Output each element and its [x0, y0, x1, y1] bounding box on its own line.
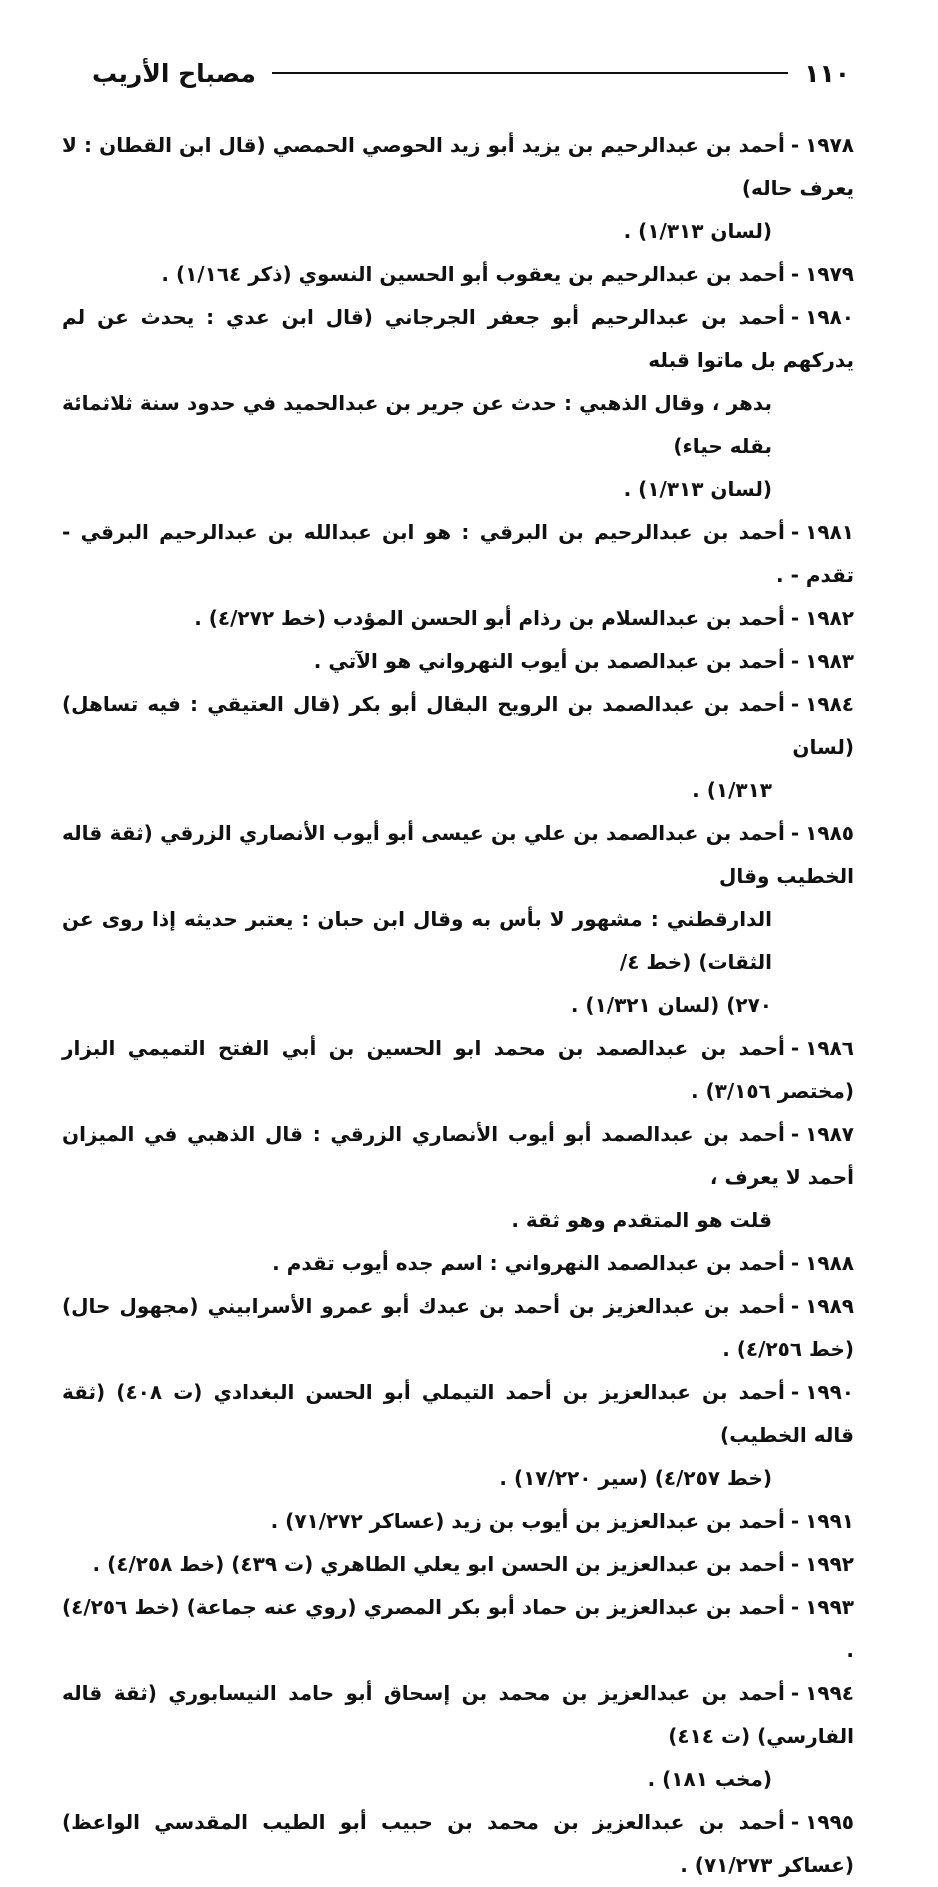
list-item	[62, 1027, 854, 1113]
entry-text: أحمد بن عبدالعزيز بن أيوب بن زيد (عساكر ٧١/٢٧٢) .	[270, 1509, 785, 1533]
entry-number: ١٩٨٢	[805, 606, 854, 630]
entry-continuation: قلت هو المتقدم وهو ثقة .	[511, 1208, 772, 1232]
page-number: ١١٠	[804, 58, 850, 88]
entry-number: ١٩٨٥	[805, 821, 854, 845]
list-item	[62, 296, 854, 511]
entry-number: ١٩٨٩	[805, 1294, 854, 1318]
entry-dash: -	[790, 1810, 800, 1834]
entry-number: ١٩٨٣	[805, 649, 854, 673]
list-item	[62, 1586, 854, 1672]
list-item	[62, 812, 854, 1027]
list-item	[62, 1285, 854, 1371]
entry-continuation: ٢٧٠) (لسان ١/٣٢١) .	[570, 993, 772, 1017]
entry-text: أحمد بن عبدالعزيز بن محمد بن إسحاق أبو حامد النيسابوري (ثقة قاله الفارسي) (ت ٤١٤)	[62, 1681, 854, 1748]
list-item	[62, 640, 854, 683]
entry-dash: -	[790, 1681, 800, 1705]
entry-dash: -	[790, 1509, 800, 1533]
entry-number: ١٩٩٠	[805, 1380, 855, 1404]
entry-text: أحمد بن عبدالعزيز بن الحسن ابو يعلي الطاهري (ت ٤٣٩) (خط ٤/٢٥٨) .	[92, 1552, 785, 1576]
entry-dash: -	[790, 305, 800, 329]
entry-dash: -	[790, 1380, 800, 1404]
entry-text: أحمد بن عبدالعزيز بن محمد بن حبيب أبو الطيب المقدسي الواعظ) (عساكر ٧١/٢٧٣) .	[62, 1810, 854, 1877]
entry-text: أحمد بن عبدالعزيز بن أحمد التيملي أبو الحسن البغدادي (ت ٤٠٨) (ثقة قاله الخطيب)	[62, 1380, 854, 1447]
list-item	[62, 597, 854, 640]
entry-dash: -	[790, 262, 800, 286]
entry-continuation: ١/٣١٣) .	[692, 778, 772, 802]
entry-text: أحمد بن عبدالسلام بن رذام أبو الحسن المؤدب (خط ٤/٢٧٢) .	[194, 606, 785, 630]
entry-dash: -	[790, 649, 800, 673]
entry-dash: -	[790, 1122, 800, 1146]
entry-number: ١٩٧٩	[805, 262, 854, 286]
entry-text: أحمد بن عبدالصمد بن أيوب النهرواني هو الآتي .	[313, 649, 785, 673]
entries-list	[62, 124, 854, 1887]
entry-text: أحمد بن عبدالرحيم أبو جعفر الجرجاني (قال ابن عدي : يحدث عن لم يدركهم بل ماتوا قبله	[62, 305, 854, 372]
entry-number: ١٩٨١	[805, 520, 854, 544]
entry-dash: -	[790, 821, 800, 845]
list-item	[62, 1500, 854, 1543]
entry-dash: -	[790, 1595, 800, 1619]
entry-dash: -	[790, 1251, 800, 1275]
entry-number: ١٩٨٤	[805, 692, 854, 716]
entry-continuation: (لسان ١/٣١٣) .	[623, 219, 772, 243]
entry-number: ١٩٧٨	[805, 133, 854, 157]
entry-dash: -	[790, 133, 800, 157]
list-item	[62, 511, 854, 597]
entry-number: ١٩٩٤	[805, 1681, 854, 1705]
book-title: مصباح الأريب	[92, 58, 256, 88]
entry-continuation: (مخب ١٨١) .	[647, 1767, 772, 1791]
entry-text: أحمد بن عبدالصمد بن الرويح البقال أبو بكر (قال العتيقي : فيه تساهل) (لسان	[62, 692, 854, 759]
list-item	[62, 253, 854, 296]
header-rule	[272, 72, 788, 74]
entry-text: أحمد بن عبدالعزيز بن أحمد بن عبدك أبو عمرو الأسرابيني (مجهول حال) (خط ٤/٢٥٦) .	[62, 1294, 854, 1361]
list-item	[62, 1371, 854, 1500]
list-item	[62, 1672, 854, 1801]
entry-number: ١٩٨٦	[805, 1036, 854, 1060]
entry-continuation: (لسان ١/٣١٣) .	[623, 477, 772, 501]
entry-number: ١٩٨٨	[805, 1251, 854, 1275]
entry-number: ١٩٨٧	[805, 1122, 854, 1146]
list-item	[62, 683, 854, 812]
list-item	[62, 1543, 854, 1586]
entry-dash: -	[790, 1552, 800, 1576]
entry-number: ١٩٩١	[805, 1509, 854, 1533]
entry-number: ١٩٩٥	[805, 1810, 854, 1834]
entry-text: أحمد بن عبدالصمد أبو أيوب الأنصاري الزرقي : قال الذهبي في الميزان أحمد لا يعرف ،	[62, 1122, 854, 1189]
entry-text: أحمد بن عبدالرحيم بن يزيد أبو زيد الحوصي الحمصي (قال ابن القطان : لا يعرف حاله)	[62, 133, 854, 200]
entry-text: أحمد بن عبدالصمد بن علي بن عيسى أبو أيوب الأنصاري الزرقي (ثقة قاله الخطيب وقال	[62, 821, 854, 888]
entry-text: أحمد بن عبدالصمد بن محمد ابو الحسين بن أبي الفتح التميمي البزار (مختصر ٣/١٥٦) .	[62, 1036, 854, 1103]
entry-dash: -	[790, 1294, 800, 1318]
list-item	[62, 1801, 854, 1887]
entry-dash: -	[790, 1036, 800, 1060]
entry-text: أحمد بن عبدالعزيز بن حماد أبو بكر المصري (روي عنه جماعة) (خط ٤/٢٥٦) .	[62, 1595, 854, 1662]
list-item	[62, 1242, 854, 1285]
entry-dash: -	[790, 692, 800, 716]
entry-number: ١٩٩٣	[805, 1595, 854, 1619]
entry-continuation: (خط ٤/٢٥٧) (سير ١٧/٢٢٠) .	[499, 1466, 772, 1490]
entry-text: أحمد بن عبدالرحيم بن يعقوب أبو الحسين النسوي (ذكر ١/١٦٤) .	[161, 262, 785, 286]
list-item	[62, 1113, 854, 1242]
list-item	[62, 124, 854, 253]
entry-number: ١٩٨٠	[805, 305, 854, 329]
entry-number: ١٩٩٢	[805, 1552, 854, 1576]
entry-text: أحمد بن عبدالصمد النهرواني : اسم جده أيوب تقدم .	[272, 1251, 785, 1275]
running-header	[92, 56, 850, 90]
entry-dash: -	[790, 606, 800, 630]
entry-continuation: بدهر ، وقال الذهبي : حدث عن جرير بن عبدالحميد في حدود سنة ثلاثمائة بقله حياء)	[62, 391, 772, 458]
entry-continuation: الدارقطني : مشهور لا بأس به وقال ابن حبان : يعتبر حديثه إذا روى عن الثقات) (خط ٤/	[62, 907, 772, 974]
entry-text: أحمد بن عبدالرحيم بن البرقي : هو ابن عبدالله بن عبدالرحيم البرقي - تقدم - .	[62, 520, 854, 587]
entry-dash: -	[790, 520, 800, 544]
